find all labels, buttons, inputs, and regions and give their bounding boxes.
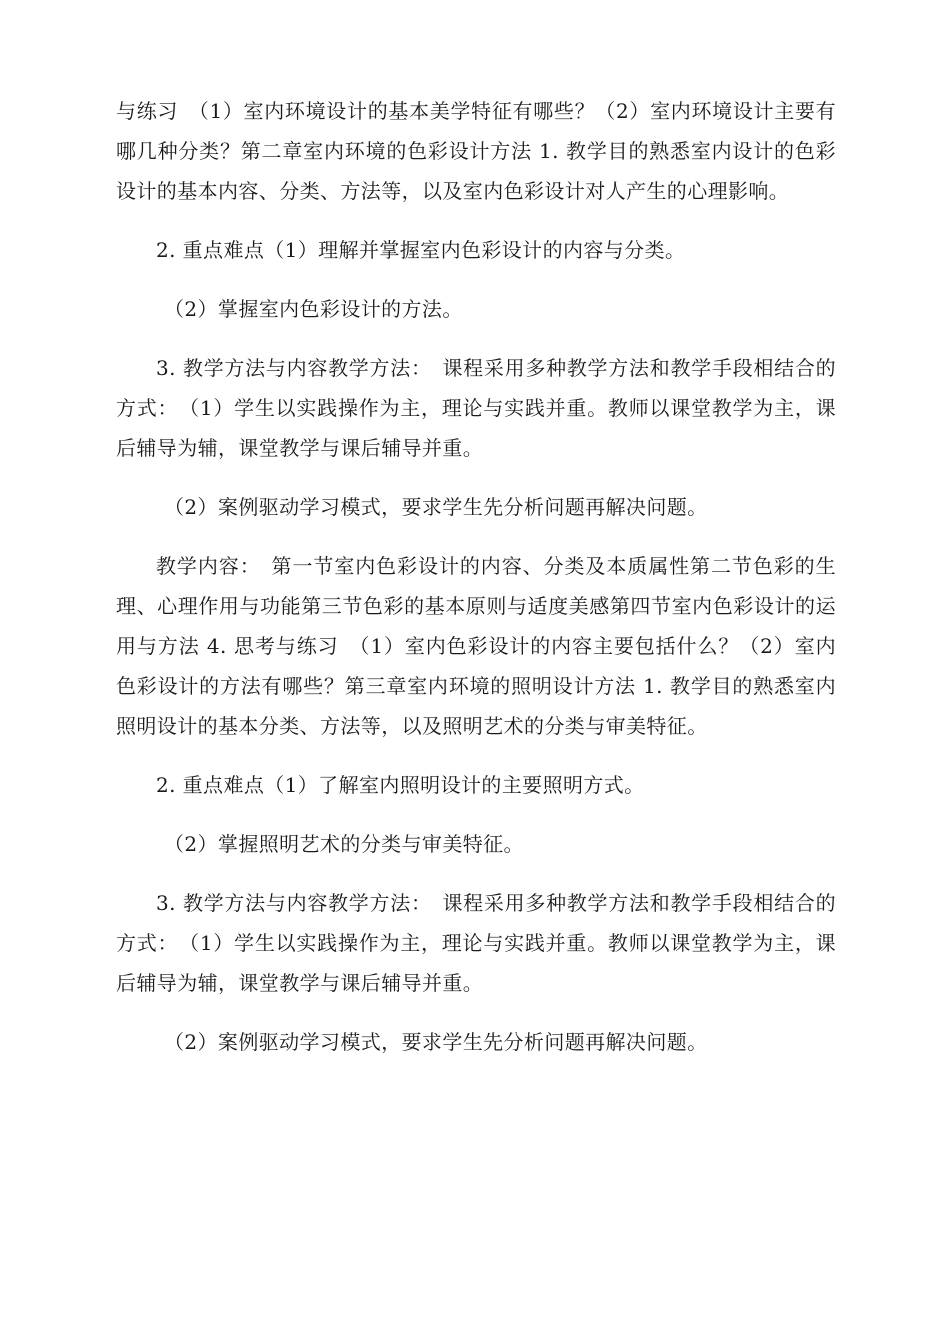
paragraph-key-points-ch2-item2: （2）掌握室内色彩设计的方法。 bbox=[164, 297, 463, 321]
document-body bbox=[116, 91, 836, 1081]
paragraph-case-driven-ch3: （2）案例驱动学习模式，要求学生先分析问题再解决问题。 bbox=[164, 1030, 708, 1054]
paragraph-key-points-ch3-item2: （2）掌握照明艺术的分类与审美特征。 bbox=[164, 832, 524, 856]
paragraph-teaching-methods-ch3: 3. 教学方法与内容教学方法： 课程采用多种教学方法和教学手段相结合的方式： （1）学生以实践操作为主，理论与实践并重。教师以课堂教学为主，课后辅导为辅，课堂教学与课后辅导并重。 bbox=[116, 891, 836, 995]
paragraph-key-points-ch2: 2. 重点难点（1）理解并掌握室内色彩设计的内容与分类。 bbox=[156, 238, 686, 262]
paragraph-teaching-methods-ch2: 3. 教学方法与内容教学方法： 课程采用多种教学方法和教学手段相结合的方式： （1）学生以实践操作为主，理论与实践并重。教师以课堂教学为主，课后辅导为辅，课堂教学与课后辅导并重。 bbox=[116, 356, 836, 460]
paragraph-teaching-content-ch2: 教学内容： 第一节室内色彩设计的内容、分类及本质属性第二节色彩的生理、心理作用与功能第三节色彩的基本原则与适度美感第四节室内色彩设计的运用与方法 4. 思考与练习 （1）室内色彩设计的内容主要包括什么？（2）室内色彩设计的方法有哪些？第三章室内环境的照明设计方法 1. 教学目的熟悉室内照明设计的基本分类、方法等，以及照明艺术的分类与审美特征。 bbox=[116, 554, 836, 738]
paragraph-case-driven-ch2: （2）案例驱动学习模式，要求学生先分析问题再解决问题。 bbox=[164, 495, 708, 519]
paragraph-key-points-ch3: 2. 重点难点（1）了解室内照明设计的主要照明方式。 bbox=[156, 773, 645, 797]
paragraph-review-questions-ch1: 与练习 （1）室内环境设计的基本美学特征有哪些？（2）室内环境设计主要有哪几种分类？第二章室内环境的色彩设计方法 1. 教学目的熟悉室内设计的色彩设计的基本内容、分类、方法等，以及室内色彩设计对人产生的心理影响。 bbox=[116, 99, 836, 203]
